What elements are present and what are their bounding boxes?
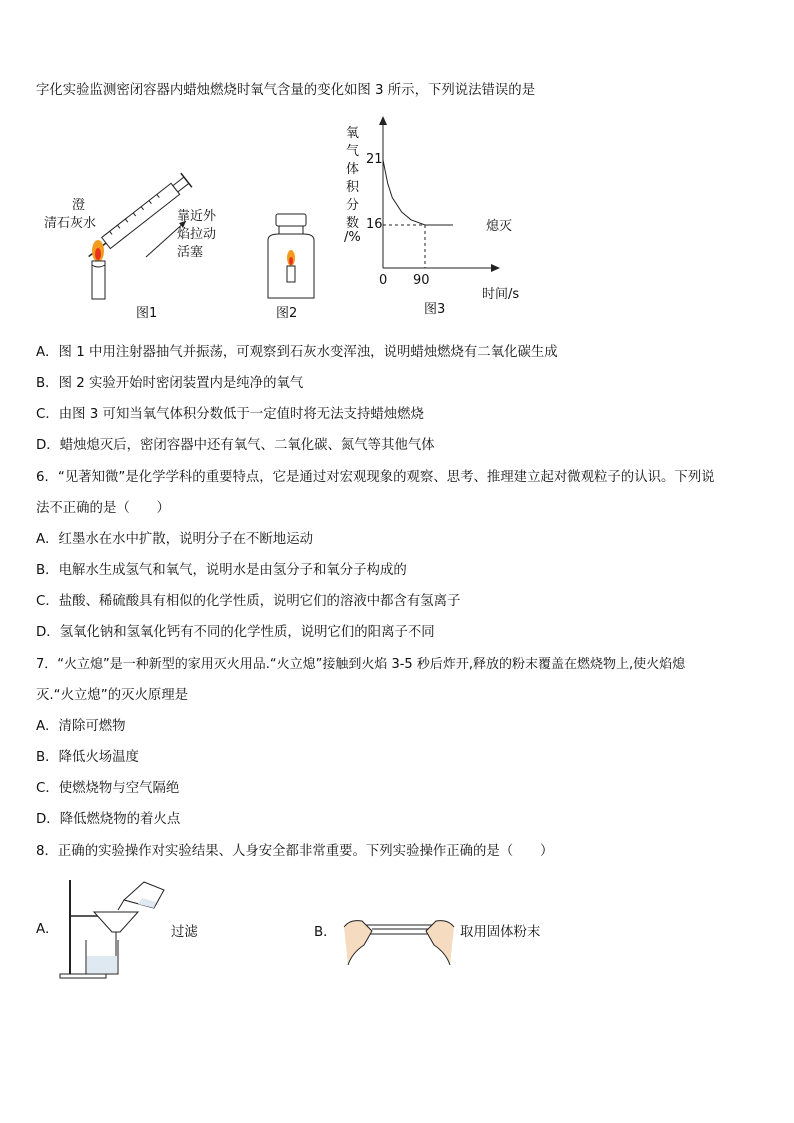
q7-option-c: C．使燃烧物与空气隔绝: [36, 781, 180, 796]
pull-plunger-label-2: 焰拉动: [177, 227, 217, 242]
figure-1: [36, 165, 226, 325]
y-axis-label-char-2: 气: [346, 144, 360, 159]
x-tick-0: 0: [379, 273, 388, 288]
y-axis-arrow: [379, 116, 387, 125]
y-axis-label-char-5: 分: [346, 198, 360, 213]
y-tick-16: 16: [366, 217, 383, 232]
extinguished-annotation: 熄灭: [486, 219, 513, 234]
powder-transfer-illustration: [342, 905, 457, 969]
q6-option-b: B．电解水生成氢气和氧气，说明水是由氢分子和氧分子构成的: [36, 563, 407, 578]
x-axis-label: 时间/s: [482, 287, 520, 302]
q8-stem: 8．正确的实验操作对实验结果、人身安全都非常重要。下列实验操作正确的是（ ）: [36, 844, 554, 859]
figure-3-caption: 图3: [424, 302, 446, 317]
y-axis-label-char-6: 数: [346, 216, 360, 231]
filtration-illustration: [58, 876, 168, 980]
figure-3-chart: [340, 112, 545, 317]
x-axis-arrow: [491, 264, 500, 272]
pull-plunger-label-3: 活塞: [177, 245, 204, 260]
q7-option-b: B．降低火场温度: [36, 750, 139, 765]
q8-option-b-label: 取用固体粉末: [460, 925, 541, 940]
y-axis-unit: /%: [344, 230, 361, 245]
q5-option-b: B．图 2 实验开始时密闭装置内是纯净的氧气: [36, 376, 304, 391]
q7-stem-line-2: 灭.“火立熄”的灭火原理是: [36, 688, 189, 703]
q6-option-c: C．盐酸、稀硫酸具有相似的化学性质，说明它们的溶液中都含有氢离子: [36, 594, 461, 609]
q6-option-d: D．氢氧化钠和氢氧化钙有不同的化学性质，说明它们的阳离子不同: [36, 625, 435, 640]
q7-stem-line-1: 7．“火立熄”是一种新型的家用灭火用品.“火立熄”接触到火焰 3-5 秒后炸开,释放的粉末覆盖在燃烧物上,使火焰熄: [36, 657, 686, 672]
q6-stem-line-2: 法不正确的是（ ）: [36, 501, 170, 516]
q6-option-a: A．红墨水在水中扩散，说明分子在不断地运动: [36, 532, 313, 547]
figure-2: [262, 210, 322, 325]
q6-stem-line-1: 6．“见著知微”是化学学科的重要特点，它是通过对宏观现象的观察、思考、推理建立起对微观粒子的认识。下列说: [36, 470, 715, 485]
limewater-label: 清石灰水: [44, 216, 97, 231]
q7-option-d: D．降低燃烧物的着火点: [36, 812, 181, 827]
figure-2-caption: 图2: [276, 306, 298, 321]
q8-option-b-letter: B．: [314, 925, 337, 940]
limewater-label-top: 澄: [72, 198, 86, 213]
y-tick-21: 21: [366, 152, 383, 167]
q5-option-d: D．蜡烛熄灭后，密闭容器中还有氧气、二氧化碳、氮气等其他气体: [36, 438, 435, 453]
pull-plunger-label-1: 靠近外: [177, 209, 217, 224]
q8-option-a-label: 过滤: [171, 925, 198, 940]
q7-option-a: A．清除可燃物: [36, 719, 126, 734]
sealed-jar-illustration: [262, 210, 322, 302]
q8-option-a-letter: A．: [36, 922, 59, 937]
x-tick-90: 90: [413, 273, 430, 288]
figure-1-caption: 图1: [136, 306, 158, 321]
y-axis-label-char-1: 氧: [346, 126, 360, 141]
y-axis-label-char-4: 积: [346, 180, 360, 195]
y-axis-label-char-3: 体: [346, 162, 360, 177]
q5-option-c: C．由图 3 可知当氧气体积分数低于一定值时将无法支持蜡烛燃烧: [36, 407, 424, 422]
question-5-stem: 字化实验监测密闭容器内蜡烛燃烧时氧气含量的变化如图 3 所示，下列说法错误的是: [36, 83, 536, 98]
q5-option-a: A．图 1 中用注射器抽气并振荡，可观察到石灰水变浑浊，说明蜡烛燃烧有二氧化碳生成: [36, 345, 558, 360]
oxygen-curve: [383, 160, 453, 225]
